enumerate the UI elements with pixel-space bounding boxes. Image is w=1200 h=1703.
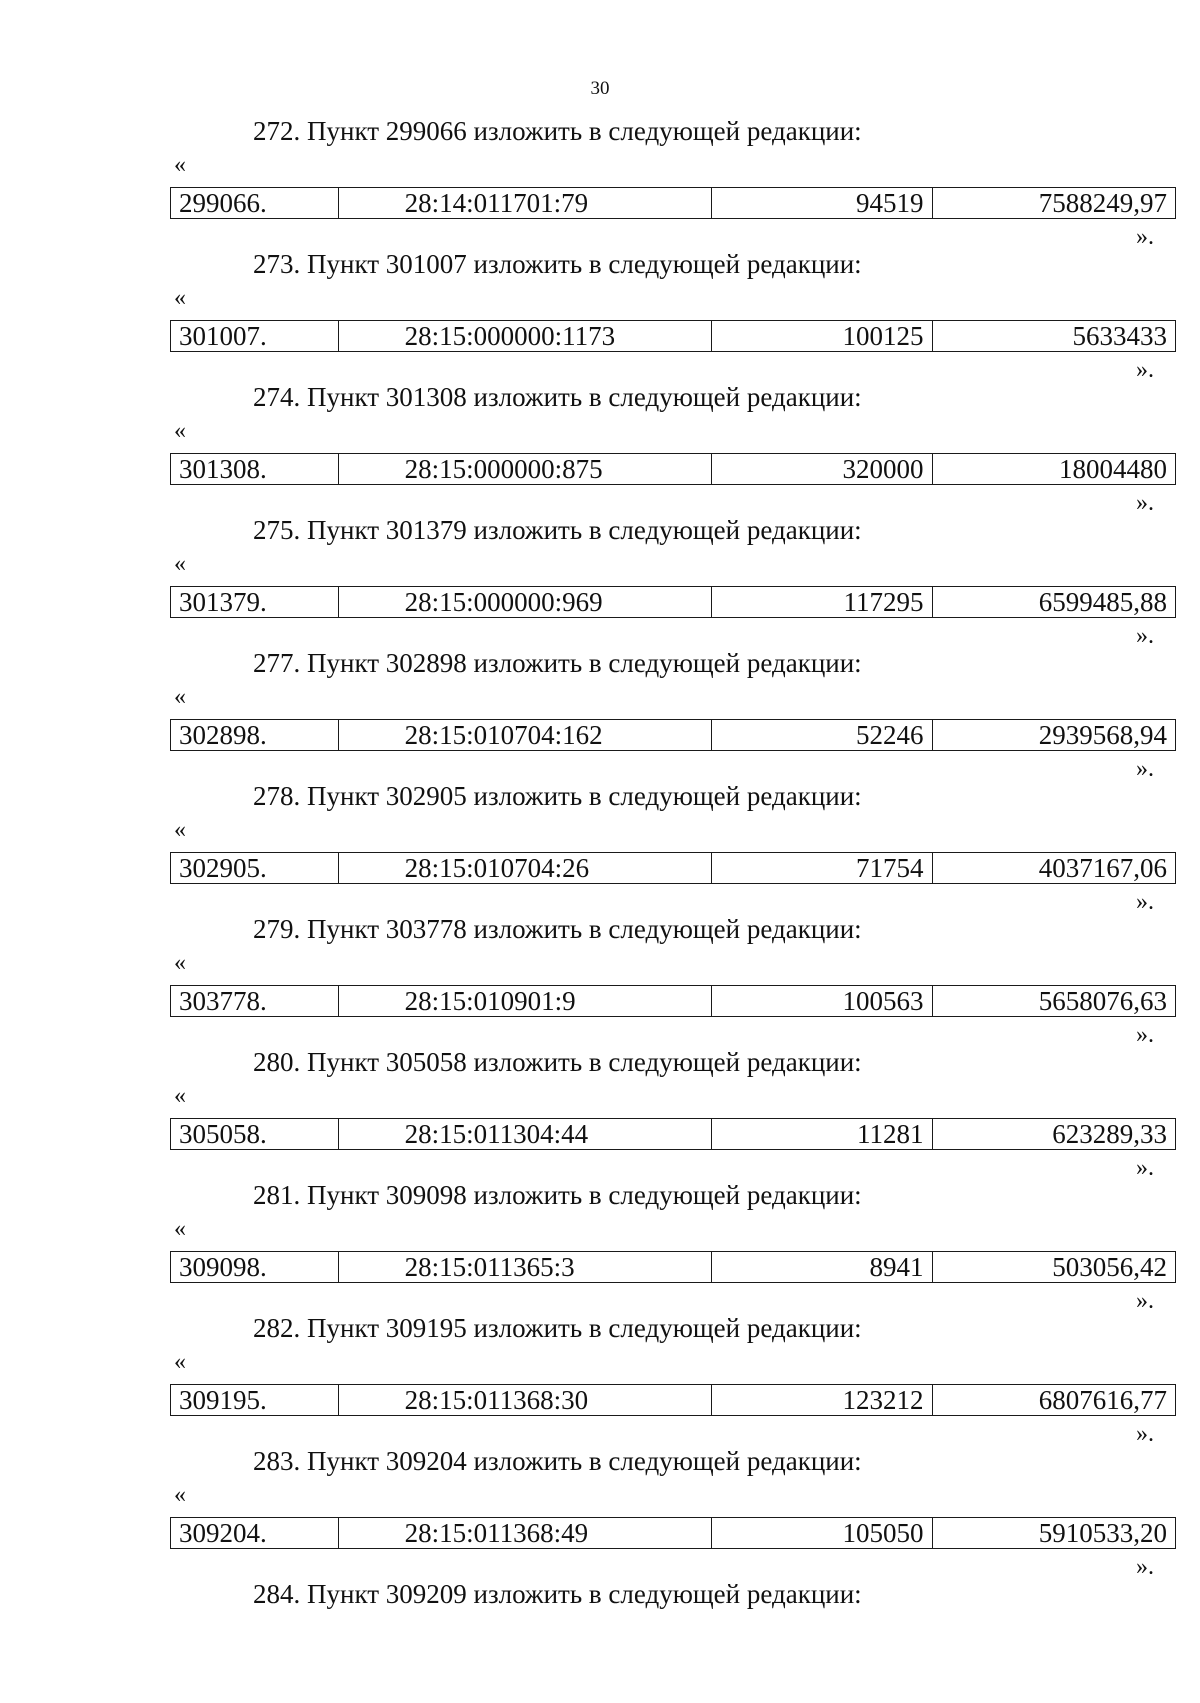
closing-quote: ». <box>1136 1288 1154 1314</box>
amendment-heading: 274. Пункт 301308 изложить в следующей редакции: <box>253 382 862 412</box>
amendment-heading: 277. Пункт 302898 изложить в следующей редакции: <box>253 648 862 678</box>
opening-quote: « <box>174 1216 186 1242</box>
cadastral-number-cell: 28:15:011365:3 <box>339 1252 712 1282</box>
amendment-entry <box>0 515 1200 648</box>
item-number-cell: 309098. <box>171 1252 339 1282</box>
area-cell: 100563 <box>712 986 933 1016</box>
cadastral-number-cell: 28:15:011368:49 <box>339 1518 712 1548</box>
item-number-cell: 309195. <box>171 1385 339 1415</box>
cadastral-value-cell: 6807616,77 <box>1038 1385 1167 1415</box>
closing-quote: ». <box>1136 623 1154 649</box>
closing-quote: ». <box>1136 1421 1154 1447</box>
amendment-list <box>0 116 1200 1579</box>
cadastral-number-cell: 28:15:010704:26 <box>339 853 712 883</box>
table-row <box>170 453 1176 485</box>
cadastral-number-cell: 28:15:010704:162 <box>339 720 712 750</box>
table-row <box>170 985 1176 1017</box>
item-number-cell: 309204. <box>171 1518 339 1548</box>
cadastral-number-cell: 28:15:000000:1173 <box>339 321 712 351</box>
amendment-entry <box>0 116 1200 249</box>
cadastral-value-cell: 5633433 <box>1072 321 1167 351</box>
area-cell: 11281 <box>712 1119 933 1149</box>
item-number-cell: 301308. <box>171 454 339 484</box>
closing-quote: ». <box>1136 1155 1154 1181</box>
amendment-heading: 279. Пункт 303778 изложить в следующей редакции: <box>253 914 862 944</box>
item-number-cell: 302905. <box>171 853 339 883</box>
table-row <box>170 1384 1176 1416</box>
item-number-cell: 299066. <box>171 188 339 218</box>
amendment-entry <box>0 648 1200 781</box>
opening-quote: « <box>174 1482 186 1508</box>
amendment-heading: 283. Пункт 309204 изложить в следующей редакции: <box>253 1446 862 1476</box>
cadastral-value-cell: 18004480 <box>1059 454 1167 484</box>
item-number-cell: 303778. <box>171 986 339 1016</box>
closing-quote: ». <box>1136 224 1154 250</box>
area-cell: 117295 <box>712 587 933 617</box>
amendment-entry <box>0 781 1200 914</box>
opening-quote: « <box>174 152 186 178</box>
page-number: 30 <box>590 78 610 99</box>
amendment-entry <box>0 382 1200 515</box>
amendment-heading: 278. Пункт 302905 изложить в следующей редакции: <box>253 781 862 811</box>
opening-quote: « <box>174 418 186 444</box>
cadastral-number-cell: 28:15:011368:30 <box>339 1385 712 1415</box>
area-cell: 123212 <box>712 1385 933 1415</box>
opening-quote: « <box>174 684 186 710</box>
item-number-cell: 301379. <box>171 587 339 617</box>
table-row <box>170 586 1176 618</box>
table-row <box>170 1251 1176 1283</box>
closing-quote: ». <box>1136 490 1154 516</box>
cadastral-number-cell: 28:15:011304:44 <box>339 1119 712 1149</box>
closing-quote: ». <box>1136 756 1154 782</box>
area-cell: 8941 <box>712 1252 933 1282</box>
cadastral-value-cell: 5910533,20 <box>1038 1518 1167 1548</box>
cadastral-value-cell: 2939568,94 <box>1038 720 1167 750</box>
amendment-entry <box>0 249 1200 382</box>
amendment-entry <box>0 1313 1200 1446</box>
amendment-entry <box>0 1446 1200 1579</box>
amendment-heading: 281. Пункт 309098 изложить в следующей редакции: <box>253 1180 862 1210</box>
area-cell: 94519 <box>712 188 933 218</box>
table-row <box>170 320 1176 352</box>
amendment-heading: 273. Пункт 301007 изложить в следующей редакции: <box>253 249 862 279</box>
opening-quote: « <box>174 551 186 577</box>
table-row <box>170 1517 1176 1549</box>
closing-quote: ». <box>1136 357 1154 383</box>
area-cell: 100125 <box>712 321 933 351</box>
amendment-heading: 275. Пункт 301379 изложить в следующей редакции: <box>253 515 862 545</box>
table-row <box>170 187 1176 219</box>
amendment-heading: 280. Пункт 305058 изложить в следующей редакции: <box>253 1047 862 1077</box>
amendment-entry <box>0 1047 1200 1180</box>
cadastral-number-cell: 28:15:000000:875 <box>339 454 712 484</box>
amendment-entry <box>0 1180 1200 1313</box>
opening-quote: « <box>174 817 186 843</box>
area-cell: 105050 <box>712 1518 933 1548</box>
closing-quote: ». <box>1136 1022 1154 1048</box>
item-number-cell: 302898. <box>171 720 339 750</box>
area-cell: 71754 <box>712 853 933 883</box>
closing-quote: ». <box>1136 889 1154 915</box>
item-number-cell: 305058. <box>171 1119 339 1149</box>
table-row <box>170 852 1176 884</box>
amendment-heading: 284. Пункт 309209 изложить в следующей редакции: <box>253 1579 862 1609</box>
amendment-heading: 282. Пункт 309195 изложить в следующей редакции: <box>253 1313 862 1343</box>
table-row <box>170 1118 1176 1150</box>
cadastral-value-cell: 4037167,06 <box>1038 853 1167 883</box>
cadastral-value-cell: 7588249,97 <box>1038 188 1167 218</box>
cadastral-number-cell: 28:14:011701:79 <box>339 188 712 218</box>
cadastral-value-cell: 5658076,63 <box>1038 986 1167 1016</box>
cadastral-number-cell: 28:15:010901:9 <box>339 986 712 1016</box>
area-cell: 320000 <box>712 454 933 484</box>
cadastral-value-cell: 6599485,88 <box>1038 587 1167 617</box>
amendment-entry <box>0 914 1200 1047</box>
cadastral-value-cell: 623289,33 <box>1052 1119 1167 1149</box>
cadastral-value-cell: 503056,42 <box>1052 1252 1167 1282</box>
opening-quote: « <box>174 285 186 311</box>
opening-quote: « <box>174 1349 186 1375</box>
item-number-cell: 301007. <box>171 321 339 351</box>
area-cell: 52246 <box>712 720 933 750</box>
table-row <box>170 719 1176 751</box>
cadastral-number-cell: 28:15:000000:969 <box>339 587 712 617</box>
opening-quote: « <box>174 950 186 976</box>
opening-quote: « <box>174 1083 186 1109</box>
closing-quote: ». <box>1136 1554 1154 1580</box>
amendment-heading: 272. Пункт 299066 изложить в следующей редакции: <box>253 116 862 146</box>
